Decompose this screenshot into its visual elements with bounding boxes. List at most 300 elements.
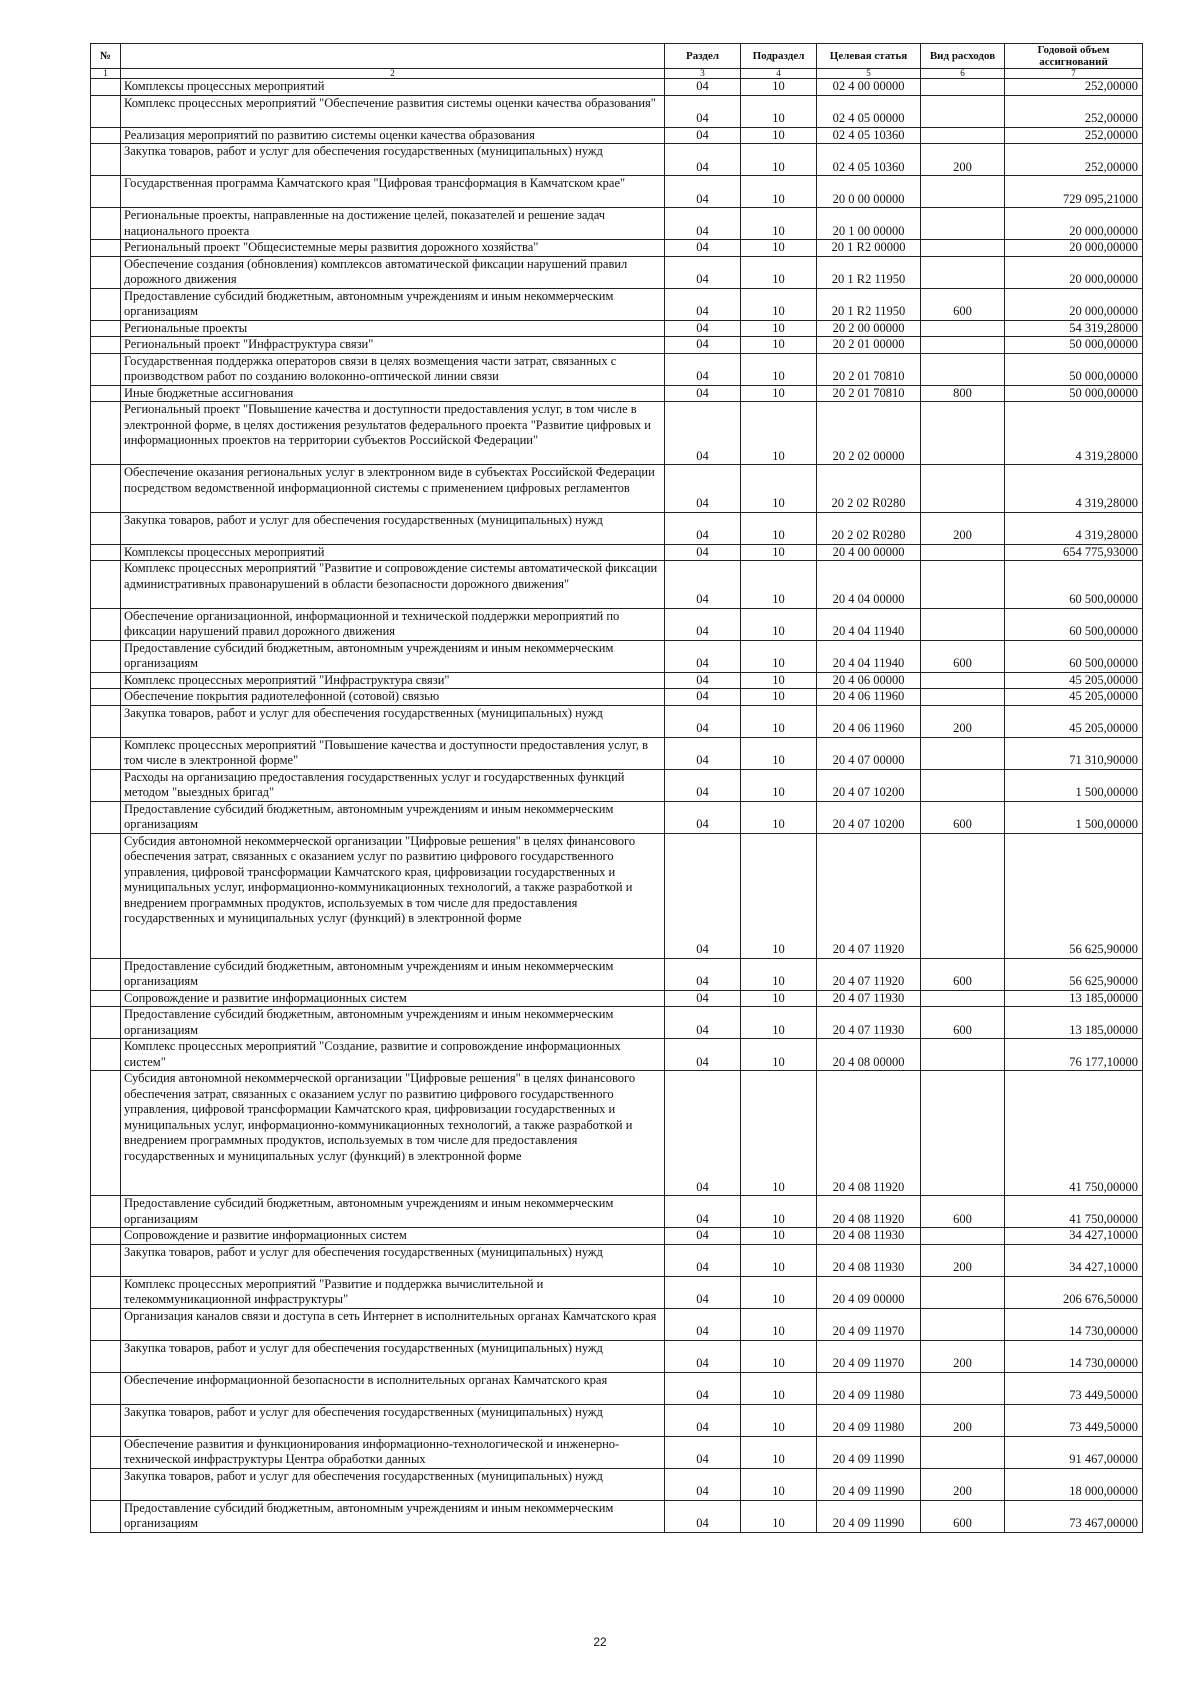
row-podrazdel-cell: 10: [741, 1071, 817, 1196]
row-amount-cell: 4 319,28000: [1005, 465, 1143, 513]
row-podrazdel-cell: 10: [741, 1468, 817, 1500]
header-num: №: [91, 44, 121, 69]
row-razdel-cell: 04: [665, 79, 741, 96]
row-vid-cell: [921, 79, 1005, 96]
table-row: [91, 240, 1143, 257]
row-amount-cell: 1 500,00000: [1005, 769, 1143, 801]
row-razdel-cell: 04: [665, 737, 741, 769]
header-razdel: Раздел: [665, 44, 741, 69]
row-vid-cell: [921, 320, 1005, 337]
row-vid-cell: 600: [921, 1500, 1005, 1532]
row-num-cell: [91, 1468, 121, 1500]
row-razdel-cell: 04: [665, 561, 741, 609]
row-target-cell: 20 4 07 11930: [817, 990, 921, 1007]
row-num-cell: [91, 990, 121, 1007]
row-vid-cell: [921, 240, 1005, 257]
row-vid-cell: 600: [921, 640, 1005, 672]
row-name-cell: Сопровождение и развитие информационных систем: [121, 1228, 665, 1245]
table-row: [91, 288, 1143, 320]
row-razdel-cell: 04: [665, 1244, 741, 1276]
row-razdel-cell: 04: [665, 833, 741, 958]
row-vid-cell: [921, 833, 1005, 958]
row-amount-cell: 252,00000: [1005, 144, 1143, 176]
table-row: [91, 672, 1143, 689]
row-vid-cell: 800: [921, 385, 1005, 402]
table-row: [91, 1500, 1143, 1532]
row-podrazdel-cell: 10: [741, 127, 817, 144]
table-row: [91, 1468, 1143, 1500]
row-num-cell: [91, 958, 121, 990]
row-vid-cell: [921, 672, 1005, 689]
row-vid-cell: [921, 1228, 1005, 1245]
row-name-cell: Комплекс процессных мероприятий "Обеспечение развития системы оценки качества образования": [121, 95, 665, 127]
row-amount-cell: 4 319,28000: [1005, 512, 1143, 544]
row-podrazdel-cell: 10: [741, 737, 817, 769]
row-name-cell: Предоставление субсидий бюджетным, автономным учреждениям и иным некоммерческим организациям: [121, 1196, 665, 1228]
row-target-cell: 20 4 06 11960: [817, 689, 921, 706]
table-row: [91, 544, 1143, 561]
row-amount-cell: 91 467,00000: [1005, 1436, 1143, 1468]
row-vid-cell: [921, 1071, 1005, 1196]
row-num-cell: [91, 176, 121, 208]
row-vid-cell: [921, 256, 1005, 288]
row-amount-cell: 76 177,10000: [1005, 1039, 1143, 1071]
column-number: 4: [741, 69, 817, 79]
row-num-cell: [91, 402, 121, 465]
row-target-cell: 20 4 09 11980: [817, 1404, 921, 1436]
row-razdel-cell: 04: [665, 256, 741, 288]
row-razdel-cell: 04: [665, 544, 741, 561]
row-vid-cell: [921, 176, 1005, 208]
row-vid-cell: 600: [921, 958, 1005, 990]
row-num-cell: [91, 256, 121, 288]
row-name-cell: Региональный проект "Инфраструктура связи": [121, 337, 665, 354]
row-vid-cell: [921, 353, 1005, 385]
row-podrazdel-cell: 10: [741, 208, 817, 240]
row-target-cell: 20 2 01 70810: [817, 353, 921, 385]
row-target-cell: 02 4 05 00000: [817, 95, 921, 127]
row-razdel-cell: 04: [665, 176, 741, 208]
row-target-cell: 20 4 09 11970: [817, 1308, 921, 1340]
row-num-cell: [91, 95, 121, 127]
row-target-cell: 20 4 09 00000: [817, 1276, 921, 1308]
row-num-cell: [91, 127, 121, 144]
table-row: [91, 337, 1143, 354]
row-vid-cell: 200: [921, 144, 1005, 176]
row-name-cell: Иные бюджетные ассигнования: [121, 385, 665, 402]
row-razdel-cell: 04: [665, 1196, 741, 1228]
row-podrazdel-cell: 10: [741, 79, 817, 96]
row-vid-cell: [921, 95, 1005, 127]
row-podrazdel-cell: 10: [741, 144, 817, 176]
row-podrazdel-cell: 10: [741, 512, 817, 544]
row-name-cell: Закупка товаров, работ и услуг для обеспечения государственных (муниципальных) нужд: [121, 1340, 665, 1372]
table-row: [91, 1404, 1143, 1436]
budget-table: [90, 43, 1143, 1533]
row-vid-cell: 600: [921, 801, 1005, 833]
row-name-cell: Закупка товаров, работ и услуг для обеспечения государственных (муниципальных) нужд: [121, 1404, 665, 1436]
row-target-cell: 20 4 08 00000: [817, 1039, 921, 1071]
row-vid-cell: [921, 990, 1005, 1007]
column-number: 7: [1005, 69, 1143, 79]
row-amount-cell: 56 625,90000: [1005, 958, 1143, 990]
row-razdel-cell: 04: [665, 608, 741, 640]
row-razdel-cell: 04: [665, 990, 741, 1007]
row-vid-cell: [921, 737, 1005, 769]
table-row: [91, 256, 1143, 288]
column-number: 1: [91, 69, 121, 79]
row-name-cell: Субсидия автономной некоммерческой организации "Цифровые решения" в целях финансового обеспечения затрат, связанных с оказанием услуг по развитию цифрового государственного управления, цифровой трансформации Камчатского края, цифровизации государственных и муниципальных услуг, информационно-коммуникационных технологий, а также разработкой и внедрением программных продуктов, используемых в том числе для предоставления государственных и муниципальных услуг (функций) в электронной форме: [121, 1071, 665, 1196]
row-podrazdel-cell: 10: [741, 833, 817, 958]
row-target-cell: 20 1 00 00000: [817, 208, 921, 240]
row-name-cell: Комплексы процессных мероприятий: [121, 79, 665, 96]
row-name-cell: Закупка товаров, работ и услуг для обеспечения государственных (муниципальных) нужд: [121, 1244, 665, 1276]
table-row: [91, 95, 1143, 127]
row-amount-cell: 60 500,00000: [1005, 640, 1143, 672]
row-target-cell: 20 1 R2 11950: [817, 288, 921, 320]
table-row: [91, 320, 1143, 337]
table-row: [91, 1007, 1143, 1039]
table-row: [91, 769, 1143, 801]
row-amount-cell: 71 310,90000: [1005, 737, 1143, 769]
row-name-cell: Обеспечение покрытия радиотелефонной (сотовой) связью: [121, 689, 665, 706]
row-target-cell: 20 4 08 11920: [817, 1196, 921, 1228]
row-target-cell: 20 2 02 00000: [817, 402, 921, 465]
row-razdel-cell: 04: [665, 1372, 741, 1404]
table-row: [91, 1436, 1143, 1468]
row-razdel-cell: 04: [665, 353, 741, 385]
row-amount-cell: 60 500,00000: [1005, 608, 1143, 640]
row-name-cell: Обеспечение информационной безопасности в исполнительных органах Камчатского края: [121, 1372, 665, 1404]
row-amount-cell: 1 500,00000: [1005, 801, 1143, 833]
row-name-cell: Региональные проекты: [121, 320, 665, 337]
table-row: [91, 833, 1143, 958]
header-name: [121, 44, 665, 69]
row-podrazdel-cell: 10: [741, 1308, 817, 1340]
table-row: [91, 1228, 1143, 1245]
row-podrazdel-cell: 10: [741, 1340, 817, 1372]
row-name-cell: Региональный проект "Повышение качества и доступности предоставления услуг, в том числе в электронной форме, в целях достижения результатов федерального проекта "Развитие цифровых и информационных проектов на территории субъектов Российской Федерации": [121, 402, 665, 465]
row-vid-cell: [921, 1039, 1005, 1071]
row-razdel-cell: 04: [665, 1404, 741, 1436]
row-target-cell: 02 4 05 10360: [817, 127, 921, 144]
row-name-cell: Закупка товаров, работ и услуг для обеспечения государственных (муниципальных) нужд: [121, 1468, 665, 1500]
row-num-cell: [91, 769, 121, 801]
row-razdel-cell: 04: [665, 1276, 741, 1308]
row-vid-cell: [921, 208, 1005, 240]
row-target-cell: 20 2 02 R0280: [817, 512, 921, 544]
row-razdel-cell: 04: [665, 672, 741, 689]
row-name-cell: Субсидия автономной некоммерческой организации "Цифровые решения" в целях финансового обеспечения затрат, связанных с оказанием услуг по развитию цифрового государственного управления, цифровой трансформации Камчатского края, цифровизации государственных и муниципальных услуг, информационно-коммуникационных технологий, а также разработкой и внедрением программных продуктов, используемых в том числе для предоставления государственных и муниципальных услуг (функций) в электронной форме: [121, 833, 665, 958]
table-row: [91, 127, 1143, 144]
row-amount-cell: 73 449,50000: [1005, 1372, 1143, 1404]
row-amount-cell: 41 750,00000: [1005, 1071, 1143, 1196]
row-vid-cell: 200: [921, 1244, 1005, 1276]
row-target-cell: 20 4 04 11940: [817, 640, 921, 672]
row-num-cell: [91, 240, 121, 257]
row-name-cell: Сопровождение и развитие информационных систем: [121, 990, 665, 1007]
row-name-cell: Предоставление субсидий бюджетным, автономным учреждениям и иным некоммерческим организациям: [121, 288, 665, 320]
row-vid-cell: 600: [921, 1007, 1005, 1039]
row-podrazdel-cell: 10: [741, 95, 817, 127]
table-row: [91, 1308, 1143, 1340]
row-amount-cell: 20 000,00000: [1005, 240, 1143, 257]
row-num-cell: [91, 737, 121, 769]
row-target-cell: 20 4 08 11930: [817, 1244, 921, 1276]
row-razdel-cell: 04: [665, 337, 741, 354]
row-target-cell: 20 4 06 00000: [817, 672, 921, 689]
row-razdel-cell: 04: [665, 958, 741, 990]
row-vid-cell: 200: [921, 705, 1005, 737]
page-number: 22: [593, 1635, 607, 1649]
row-target-cell: 20 4 09 11990: [817, 1500, 921, 1532]
row-amount-cell: 41 750,00000: [1005, 1196, 1143, 1228]
row-razdel-cell: 04: [665, 705, 741, 737]
row-num-cell: [91, 1007, 121, 1039]
row-podrazdel-cell: 10: [741, 801, 817, 833]
row-num-cell: [91, 1276, 121, 1308]
table-row: [91, 689, 1143, 706]
row-name-cell: Закупка товаров, работ и услуг для обеспечения государственных (муниципальных) нужд: [121, 512, 665, 544]
row-num-cell: [91, 144, 121, 176]
table-row: [91, 79, 1143, 96]
row-name-cell: Обеспечение развития и функционирования информационно-технологической и инженерно-технической инфраструктуры Центра обработки данных: [121, 1436, 665, 1468]
row-num-cell: [91, 801, 121, 833]
row-name-cell: Организация каналов связи и доступа в сеть Интернет в исполнительных органах Камчатского края: [121, 1308, 665, 1340]
table-row: [91, 1372, 1143, 1404]
row-name-cell: Реализация мероприятий по развитию системы оценки качества образования: [121, 127, 665, 144]
row-podrazdel-cell: 10: [741, 240, 817, 257]
row-num-cell: [91, 544, 121, 561]
table-row: [91, 640, 1143, 672]
table-row: [91, 958, 1143, 990]
row-amount-cell: 252,00000: [1005, 127, 1143, 144]
row-amount-cell: 73 449,50000: [1005, 1404, 1143, 1436]
row-target-cell: 20 2 00 00000: [817, 320, 921, 337]
row-num-cell: [91, 689, 121, 706]
row-podrazdel-cell: 10: [741, 465, 817, 513]
row-num-cell: [91, 465, 121, 513]
row-target-cell: 20 4 04 00000: [817, 561, 921, 609]
row-target-cell: 20 1 R2 00000: [817, 240, 921, 257]
row-podrazdel-cell: 10: [741, 288, 817, 320]
row-target-cell: 20 4 09 11990: [817, 1436, 921, 1468]
table-row: [91, 801, 1143, 833]
row-amount-cell: 73 467,00000: [1005, 1500, 1143, 1532]
row-podrazdel-cell: 10: [741, 337, 817, 354]
column-number: 5: [817, 69, 921, 79]
row-vid-cell: [921, 402, 1005, 465]
row-vid-cell: 600: [921, 1196, 1005, 1228]
row-name-cell: Обеспечение организационной, информационной и технической поддержки мероприятий по фиксации нарушений правил дорожного движения: [121, 608, 665, 640]
row-target-cell: 20 4 09 11990: [817, 1468, 921, 1500]
row-num-cell: [91, 1071, 121, 1196]
table-row: [91, 737, 1143, 769]
row-amount-cell: 252,00000: [1005, 95, 1143, 127]
header-target: Целевая статья: [817, 44, 921, 69]
row-target-cell: 20 4 07 11920: [817, 958, 921, 990]
row-target-cell: 20 4 07 11930: [817, 1007, 921, 1039]
row-amount-cell: 206 676,50000: [1005, 1276, 1143, 1308]
row-podrazdel-cell: 10: [741, 1500, 817, 1532]
row-razdel-cell: 04: [665, 1500, 741, 1532]
row-name-cell: Комплекс процессных мероприятий "Создание, развитие и сопровождение информационных систем": [121, 1039, 665, 1071]
row-podrazdel-cell: 10: [741, 320, 817, 337]
row-name-cell: Государственная программа Камчатского края "Цифровая трансформация в Камчатском крае": [121, 176, 665, 208]
row-num-cell: [91, 1340, 121, 1372]
row-num-cell: [91, 608, 121, 640]
row-name-cell: Предоставление субсидий бюджетным, автономным учреждениям и иным некоммерческим организациям: [121, 640, 665, 672]
row-razdel-cell: 04: [665, 402, 741, 465]
row-amount-cell: 654 775,93000: [1005, 544, 1143, 561]
row-razdel-cell: 04: [665, 640, 741, 672]
column-number: 6: [921, 69, 1005, 79]
row-amount-cell: 18 000,00000: [1005, 1468, 1143, 1500]
row-razdel-cell: 04: [665, 240, 741, 257]
row-podrazdel-cell: 10: [741, 561, 817, 609]
table-body: [91, 79, 1143, 1533]
row-podrazdel-cell: 10: [741, 1007, 817, 1039]
row-razdel-cell: 04: [665, 512, 741, 544]
row-num-cell: [91, 1436, 121, 1468]
row-name-cell: Предоставление субсидий бюджетным, автономным учреждениям и иным некоммерческим организациям: [121, 1007, 665, 1039]
row-amount-cell: 252,00000: [1005, 79, 1143, 96]
row-podrazdel-cell: 10: [741, 1372, 817, 1404]
row-name-cell: Комплекс процессных мероприятий "Развитие и сопровождение системы автоматической фиксации административных правонарушений в области безопасности дорожного движения": [121, 561, 665, 609]
row-target-cell: 20 4 08 11930: [817, 1228, 921, 1245]
row-vid-cell: [921, 769, 1005, 801]
row-target-cell: 20 4 06 11960: [817, 705, 921, 737]
row-vid-cell: [921, 337, 1005, 354]
row-amount-cell: 50 000,00000: [1005, 337, 1143, 354]
table-row: [91, 1276, 1143, 1308]
budget-table-page: [90, 43, 1142, 1533]
row-vid-cell: 600: [921, 288, 1005, 320]
row-razdel-cell: 04: [665, 208, 741, 240]
row-num-cell: [91, 1228, 121, 1245]
row-target-cell: 20 4 07 10200: [817, 769, 921, 801]
row-vid-cell: [921, 689, 1005, 706]
row-podrazdel-cell: 10: [741, 689, 817, 706]
row-podrazdel-cell: 10: [741, 385, 817, 402]
row-name-cell: Региональные проекты, направленные на достижение целей, показателей и решение задач национального проекта: [121, 208, 665, 240]
row-vid-cell: 200: [921, 1340, 1005, 1372]
row-num-cell: [91, 320, 121, 337]
row-num-cell: [91, 672, 121, 689]
row-name-cell: Обеспечение оказания региональных услуг в электронном виде в субъектах Российской Федерации посредством ведомственной информационной системы с применением цифровых регламентов: [121, 465, 665, 513]
row-amount-cell: 20 000,00000: [1005, 208, 1143, 240]
row-razdel-cell: 04: [665, 1071, 741, 1196]
row-podrazdel-cell: 10: [741, 958, 817, 990]
row-vid-cell: 200: [921, 1404, 1005, 1436]
row-razdel-cell: 04: [665, 1468, 741, 1500]
row-podrazdel-cell: 10: [741, 672, 817, 689]
row-vid-cell: 200: [921, 512, 1005, 544]
row-name-cell: Комплекс процессных мероприятий "Повышение качества и доступности предоставления услуг, в том числе в электронной форме": [121, 737, 665, 769]
row-vid-cell: [921, 127, 1005, 144]
row-num-cell: [91, 1244, 121, 1276]
row-target-cell: 20 4 07 11920: [817, 833, 921, 958]
row-num-cell: [91, 1039, 121, 1071]
row-razdel-cell: 04: [665, 1340, 741, 1372]
row-razdel-cell: 04: [665, 1007, 741, 1039]
table-row: [91, 1196, 1143, 1228]
row-podrazdel-cell: 10: [741, 1228, 817, 1245]
row-podrazdel-cell: 10: [741, 176, 817, 208]
row-name-cell: Расходы на организацию предоставления государственных услуг и государственных функций методом "выездных бригад": [121, 769, 665, 801]
row-name-cell: Обеспечение создания (обновления) комплексов автоматической фиксации нарушений правил дорожного движения: [121, 256, 665, 288]
row-vid-cell: [921, 465, 1005, 513]
row-razdel-cell: 04: [665, 689, 741, 706]
row-num-cell: [91, 385, 121, 402]
row-amount-cell: 34 427,10000: [1005, 1228, 1143, 1245]
row-podrazdel-cell: 10: [741, 608, 817, 640]
row-name-cell: Комплексы процессных мероприятий: [121, 544, 665, 561]
row-name-cell: Региональный проект "Общесистемные меры развития дорожного хозяйства": [121, 240, 665, 257]
row-podrazdel-cell: 10: [741, 1276, 817, 1308]
row-razdel-cell: 04: [665, 769, 741, 801]
row-amount-cell: 54 319,28000: [1005, 320, 1143, 337]
row-vid-cell: [921, 544, 1005, 561]
table-row: [91, 1071, 1143, 1196]
row-vid-cell: [921, 1436, 1005, 1468]
row-amount-cell: 13 185,00000: [1005, 990, 1143, 1007]
row-target-cell: 20 2 02 R0280: [817, 465, 921, 513]
row-target-cell: 02 4 00 00000: [817, 79, 921, 96]
row-podrazdel-cell: 10: [741, 1244, 817, 1276]
row-razdel-cell: 04: [665, 1228, 741, 1245]
row-amount-cell: 45 205,00000: [1005, 689, 1143, 706]
header-vid: Вид расходов: [921, 44, 1005, 69]
row-target-cell: 20 4 07 00000: [817, 737, 921, 769]
row-num-cell: [91, 1500, 121, 1532]
row-podrazdel-cell: 10: [741, 769, 817, 801]
row-podrazdel-cell: 10: [741, 640, 817, 672]
table-row: [91, 705, 1143, 737]
table-row: [91, 385, 1143, 402]
row-podrazdel-cell: 10: [741, 1039, 817, 1071]
row-vid-cell: 200: [921, 1468, 1005, 1500]
row-amount-cell: 20 000,00000: [1005, 288, 1143, 320]
row-num-cell: [91, 512, 121, 544]
table-row: [91, 1340, 1143, 1372]
row-amount-cell: 4 319,28000: [1005, 402, 1143, 465]
row-podrazdel-cell: 10: [741, 544, 817, 561]
row-name-cell: Предоставление субсидий бюджетным, автономным учреждениям и иным некоммерческим организациям: [121, 1500, 665, 1532]
row-amount-cell: 60 500,00000: [1005, 561, 1143, 609]
row-target-cell: 20 0 00 00000: [817, 176, 921, 208]
row-amount-cell: 45 205,00000: [1005, 672, 1143, 689]
row-vid-cell: [921, 1308, 1005, 1340]
table-row: [91, 353, 1143, 385]
table-row: [91, 402, 1143, 465]
row-amount-cell: 14 730,00000: [1005, 1308, 1143, 1340]
row-razdel-cell: 04: [665, 144, 741, 176]
row-target-cell: 20 4 07 10200: [817, 801, 921, 833]
row-target-cell: 02 4 05 10360: [817, 144, 921, 176]
row-amount-cell: 56 625,90000: [1005, 833, 1143, 958]
table-row: [91, 176, 1143, 208]
row-num-cell: [91, 208, 121, 240]
row-name-cell: Закупка товаров, работ и услуг для обеспечения государственных (муниципальных) нужд: [121, 144, 665, 176]
row-razdel-cell: 04: [665, 1308, 741, 1340]
table-row: [91, 1244, 1143, 1276]
row-target-cell: 20 4 09 11970: [817, 1340, 921, 1372]
table-row: [91, 561, 1143, 609]
row-razdel-cell: 04: [665, 288, 741, 320]
row-num-cell: [91, 1196, 121, 1228]
table-row: [91, 608, 1143, 640]
